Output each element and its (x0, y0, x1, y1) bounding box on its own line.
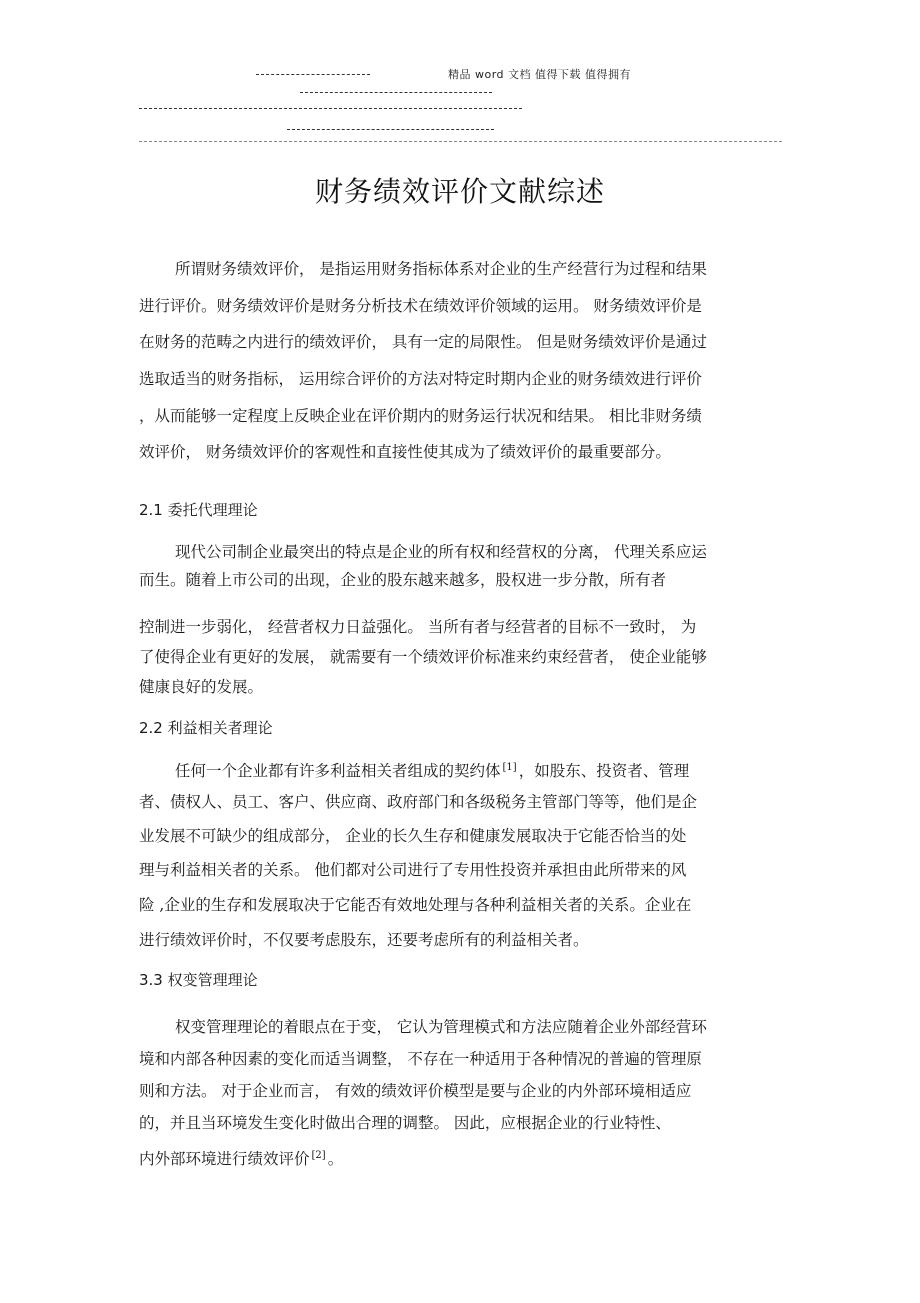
paragraph-line: 控制进一步弱化， 经营者权力日益强化。 当所有者与经营者的目标不一致时， 为 (139, 618, 697, 636)
paragraph-line: 则和方法。 对于企业而言， 有效的绩效评价模型是要与企业的内外部环境相适应 (139, 1082, 692, 1100)
paragraph-line-with-citation (175, 758, 689, 781)
citation-text-after: ，如股东、投资者、管理 (518, 762, 690, 780)
intro-line: 进行评价。财务绩效评价是财务分析技术在绩效评价领域的运用。 财务绩效评价是 (139, 297, 702, 315)
paragraph-line: 境和内部各种因素的变化而适当调整， 不存在一种适用于各种情况的普遍的管理原 (139, 1050, 702, 1068)
paragraph-line: 而生。随着上市公司的出现，企业的股东越来越多，股权进一步分散，所有者 (139, 571, 667, 589)
header-dash-3 (139, 108, 522, 109)
intro-line: ，从而能够一定程度上反映企业在评价期内的财务运行状况和结果。 相比非财务绩 (139, 407, 702, 425)
section-heading: 2.2 利益相关者理论 (139, 719, 273, 737)
citation-ref: [2] (311, 1150, 326, 1161)
section-heading: 3.3 权变管理理论 (139, 971, 258, 989)
paragraph-line: 业发展不可缺少的组成部分， 企业的长久生存和健康发展取决于它能否恰当的处 (139, 827, 687, 845)
paragraph-line-with-citation (139, 1146, 343, 1169)
citation-ref: [1] (502, 762, 517, 773)
paragraph-line: 的，并且当环境发生变化时做出合理的调整。 因此，应根据企业的行业特性、 (139, 1114, 671, 1132)
intro-line: 选取适当的财务指标， 运用综合评价的方法对特定时期内企业的财务绩效进行评价 (139, 370, 702, 388)
paragraph-line: 健康良好的发展。 (139, 678, 264, 696)
intro-line: 在财务的范畴之内进行的绩效评价， 具有一定的局限性。 但是财务绩效评价是通过 (139, 333, 707, 351)
paragraph-line: 权变管理理论的着眼点在于变， 它认为管理模式和方法应随着企业外部经营环 (175, 1018, 707, 1036)
header-dash-4 (287, 129, 494, 130)
header-dash-2 (300, 92, 492, 93)
intro-line: 效评价， 财务绩效评价的客观性和直接性使其成为了绩效评价的最重要部分。 (139, 443, 671, 461)
paragraph-line: 险 ,企业的生存和发展取决于它能否有效地处理与各种利益相关者的关系。企业在 (139, 896, 692, 914)
paragraph-line: 者、债权人、员工、客户、供应商、政府部门和各级税务主管部门等等，他们是企 (139, 793, 698, 811)
section-heading: 2.1 委托代理理论 (139, 501, 258, 519)
citation-text-before: 任何一个企业都有许多利益相关者组成的契约体 (175, 762, 501, 780)
header-dash-1 (256, 74, 370, 75)
paragraph-line: 理与利益相关者的关系。 他们都对公司进行了专用性投资并承担由此所带来的风 (139, 861, 687, 879)
paragraph-line: 现代公司制企业最突出的特点是企业的所有权和经营权的分离， 代理关系应运 (175, 543, 707, 561)
citation-text-before: 内外部环境进行绩效评价 (139, 1150, 310, 1168)
header-rule (139, 141, 782, 142)
paragraph-line: 了使得企业有更好的发展， 就需要有一个绩效评价标准来约束经营者， 使企业能够 (139, 648, 707, 666)
intro-line: 所谓财务绩效评价， 是指运用财务指标体系对企业的生产经营行为过程和结果 (175, 260, 707, 278)
document-title: 财务绩效评价文献综述 (314, 175, 605, 208)
header-text: 精品 word 文档 值得下载 值得拥有 (448, 68, 632, 81)
citation-text-after: 。 (327, 1150, 344, 1168)
paragraph-line: 进行绩效评价时，不仅要考虑股东，还要考虑所有的利益相关者。 (139, 931, 589, 949)
